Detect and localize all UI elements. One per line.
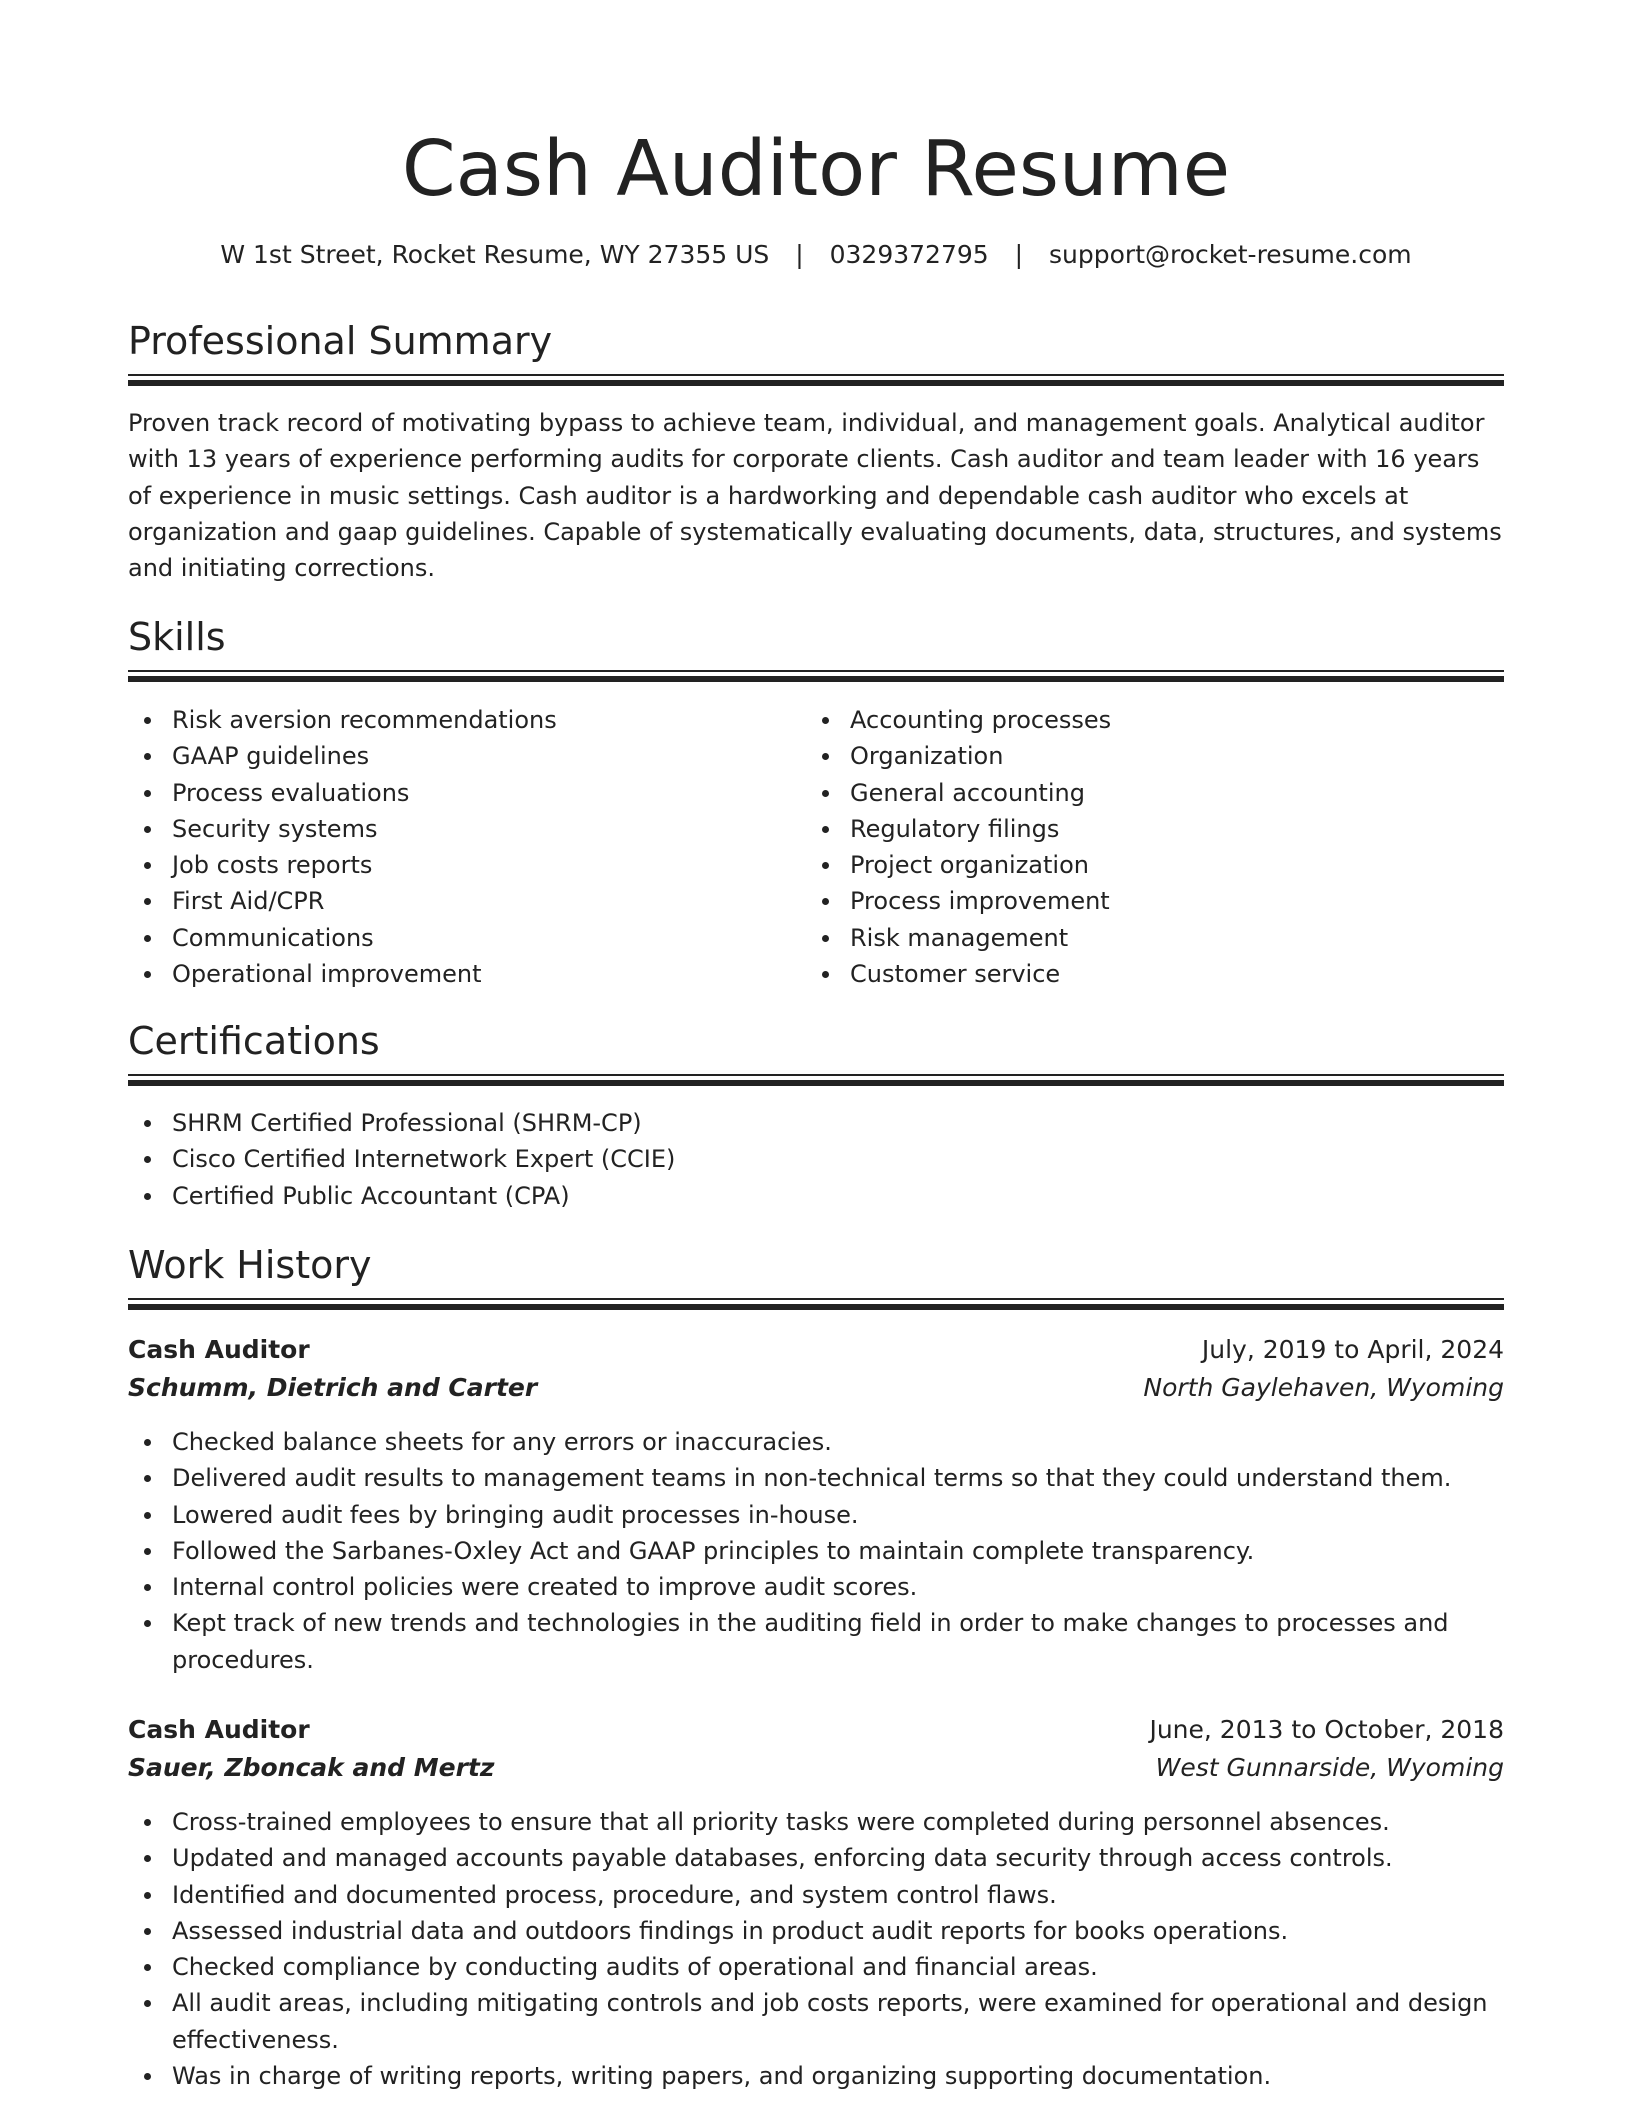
section-divider [128,1298,1504,1312]
job-location: West Gunnarside, Wyoming [1155,1753,1504,1782]
work-history-heading: Work History [128,1243,372,1287]
job-title: Cash Auditor [128,1715,310,1744]
job-bullet: Followed the Sarbanes-Oxley Act and GAAP principles to maintain complete transparency. [128,1533,1504,1569]
skill-item: Organization [806,738,1504,774]
job-bullet: Checked compliance by conducting audits of operational and financial areas. [128,1949,1504,1985]
certifications-list [128,1105,1504,1214]
skill-item: Risk aversion recommendations [128,702,788,738]
skill-item: Risk management [806,920,1504,956]
job-title: Cash Auditor [128,1335,310,1364]
job-bullet: Lowered audit fees by bringing audit processes in-house. [128,1497,1504,1533]
contact-email: support@rocket-resume.com [1049,240,1412,269]
skill-item: First Aid/CPR [128,883,788,919]
job-dates: July, 2019 to April, 2024 [1201,1335,1504,1364]
skill-item: General accounting [806,775,1504,811]
job-bullet: Kept track of new trends and technologies in the auditing field in order to make changes to processes and procedures. [128,1605,1504,1678]
certifications-heading: Certifications [128,1019,380,1063]
resume-title: Cash Auditor Resume [401,125,1231,214]
contact-phone: 0329372795 [829,240,989,269]
skill-item: Process evaluations [128,775,788,811]
job-location: North Gaylehaven, Wyoming [1143,1373,1504,1402]
job-header [128,1332,1504,1408]
section-divider [128,670,1504,684]
skill-item: GAAP guidelines [128,738,788,774]
certification-item: Certified Public Accountant (CPA) [128,1178,1504,1214]
section-divider [128,374,1504,388]
certification-item: SHRM Certified Professional (SHRM-CP) [128,1105,1504,1141]
job-company: Sauer, Zboncak and Mertz [128,1753,495,1782]
job-bullet: Cross-trained employees to ensure that all priority tasks were completed during personnel absences. [128,1804,1504,1840]
job-bullet: Was in charge of writing reports, writing papers, and organizing supporting documentation. [128,2058,1504,2094]
skill-item: Process improvement [806,883,1504,919]
job-bullets [128,1424,1504,1678]
contact-separator: | [1014,240,1024,269]
skill-item: Project organization [806,847,1504,883]
job-bullet: Updated and managed accounts payable databases, enforcing data security through access controls. [128,1840,1504,1876]
job-bullets [128,1804,1504,2094]
skills-heading: Skills [128,615,226,659]
contact-separator: | [795,240,804,269]
skills-list-right [806,702,1504,992]
contact-line [128,237,1504,273]
job-company: Schumm, Dietrich and Carter [128,1373,538,1402]
skill-item: Customer service [806,956,1504,992]
skill-item: Accounting processes [806,702,1504,738]
summary-text: Proven track record of motivating bypass to achieve team, individual, and management goals. Analytical auditor with 13 years of experience performing audits for corporate clients. Cash auditor and team leader with 16 years of experience in music settings. Cash auditor is a hardworking and dependable cash auditor who excels at organization and gaap guidelines. Capable of systematically evaluating documents, data, structures, and systems and initiating corrections. [128,409,1502,583]
skills-list-left [128,702,788,992]
job-bullet: Identified and documented process, procedure, and system control flaws. [128,1877,1504,1913]
contact-address: W 1st Street, Rocket Resume, WY 27355 US [220,240,770,269]
skill-item: Security systems [128,811,788,847]
certification-item: Cisco Certified Internetwork Expert (CCIE) [128,1141,1504,1177]
job-bullet: Assessed industrial data and outdoors findings in product audit reports for books operations. [128,1913,1504,1949]
job-bullet: Delivered audit results to management teams in non-technical terms so that they could understand them. [128,1460,1504,1496]
job-bullet: All audit areas, including mitigating controls and job costs reports, were examined for operational and design effectiveness. [128,1985,1504,2058]
skill-item: Regulatory filings [806,811,1504,847]
section-divider [128,1074,1504,1088]
skill-item: Communications [128,920,788,956]
summary-heading: Professional Summary [128,319,553,363]
job-bullet: Internal control policies were created to improve audit scores. [128,1569,1504,1605]
skill-item: Operational improvement [128,956,788,992]
job-header [128,1712,1504,1788]
skill-item: Job costs reports [128,847,788,883]
job-bullet: Checked balance sheets for any errors or inaccuracies. [128,1424,1504,1460]
job-dates: June, 2013 to October, 2018 [1149,1715,1504,1744]
